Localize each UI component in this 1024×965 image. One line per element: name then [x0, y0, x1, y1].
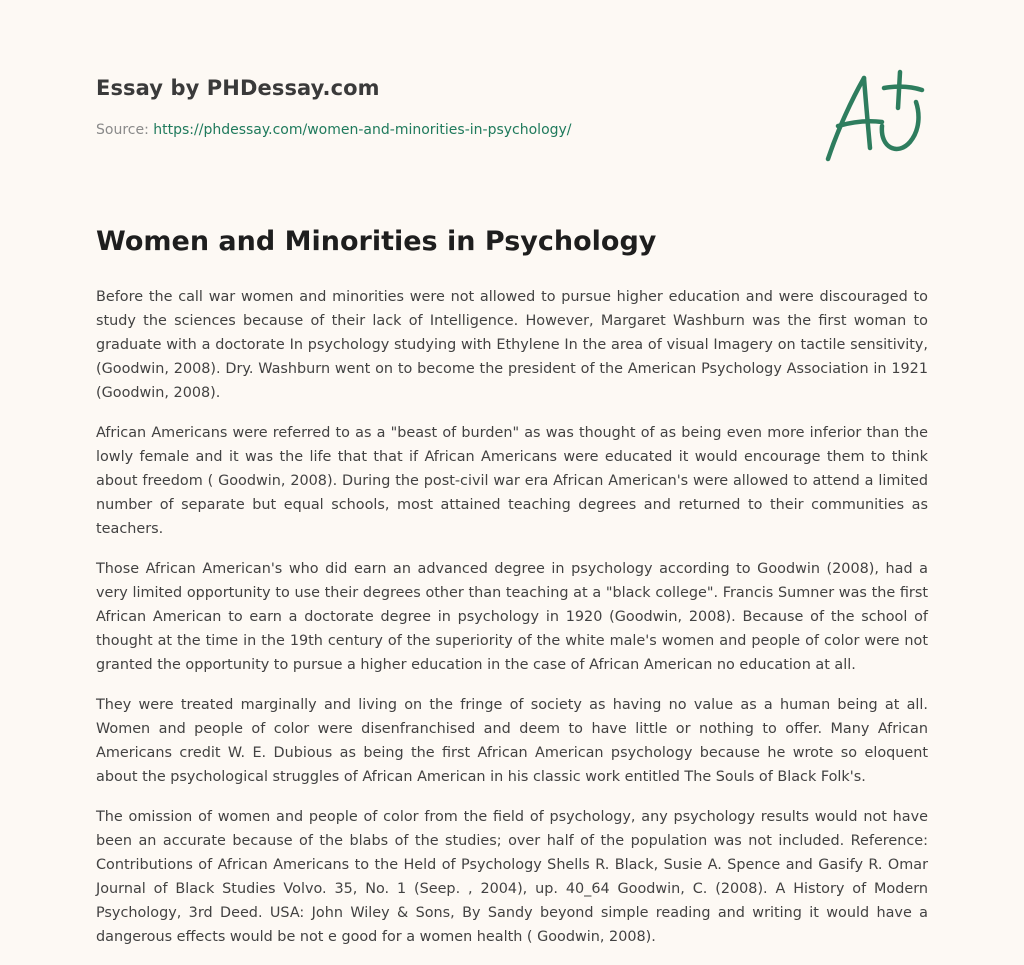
essay-paragraph: The omission of women and people of color from the field of psychology, any psychology results would not have been an accurate because of the blabs of the studies; over half of the population was not included. Reference: Contributions of African Americans to the Held of Psychology Shells R. Black, Susie A. Spence and Gasify R. Omar Journal of Black Studies Volvo. 35, No. 1 (Seep. , 2004), up. 40_64 Goodwin, C. (2008). A History of Modern Psychology, 3rd Deed. USA: John Wiley & Sons, By Sandy beyond simple reading and writing it would have a dangerous effects would be not e good for a women health ( Goodwin, 2008).: [96, 809, 928, 945]
essay-paragraph: Before the call war women and minorities were not allowed to pursue higher education and were discouraged to study the sciences because of their lack of Intelligence. However, Margaret Washburn was the first woman to graduate with a doctorate In psychology studying with Ethylene In the area of visual Imagery on tactile sensitivity, (Goodwin, 2008). Dry. Washburn went on to become the president of the American Psychology Association in 1921 (Goodwin, 2008).: [96, 289, 928, 401]
site-brand: Essay by PHDessay.com: [96, 76, 380, 100]
essay-body: [96, 285, 928, 965]
a-plus-grade-icon: [820, 64, 930, 164]
essay-paragraph: African Americans were referred to as a "beast of burden" as was thought of as being even more inferior than the lowly female and it was the life that that if African Americans were educated it would encourage them to think about freedom ( Goodwin, 2008). During the post-civil war era African American's were allowed to attend a limited number of separate but equal schools, most attained teaching degrees and returned to their communities as teachers.: [96, 425, 928, 537]
essay-title: Women and Minorities in Psychology: [96, 226, 657, 257]
essay-paragraph: They were treated marginally and living on the fringe of society as having no value as a human being at all. Women and people of color were disenfranchised and deem to have little or nothing to offer. Many African Americans credit W. E. Dubious as being the first African American psychology because he wrote so eloquent about the psychological struggles of African American in his classic work entitled The Souls of Black Folk's.: [96, 697, 928, 785]
essay-paragraph: Those African American's who did earn an advanced degree in psychology according to Goodwin (2008), had a very limited opportunity to use their degrees other than teaching at a "black college". Francis Sumner was the first African American to earn a doctorate degree in psychology in 1920 (Goodwin, 2008). Because of the school of thought at the time in the 19th century of the superiority of the white male's women and people of color were not granted the opportunity to pursue a higher education in the case of African American no education at all.: [96, 561, 928, 673]
source-link[interactable]: https://phdessay.com/women-and-minorities-in-psychology/: [153, 122, 572, 138]
source-label: Source:: [96, 122, 154, 138]
page-header: [96, 76, 796, 138]
source-line: [96, 122, 796, 138]
